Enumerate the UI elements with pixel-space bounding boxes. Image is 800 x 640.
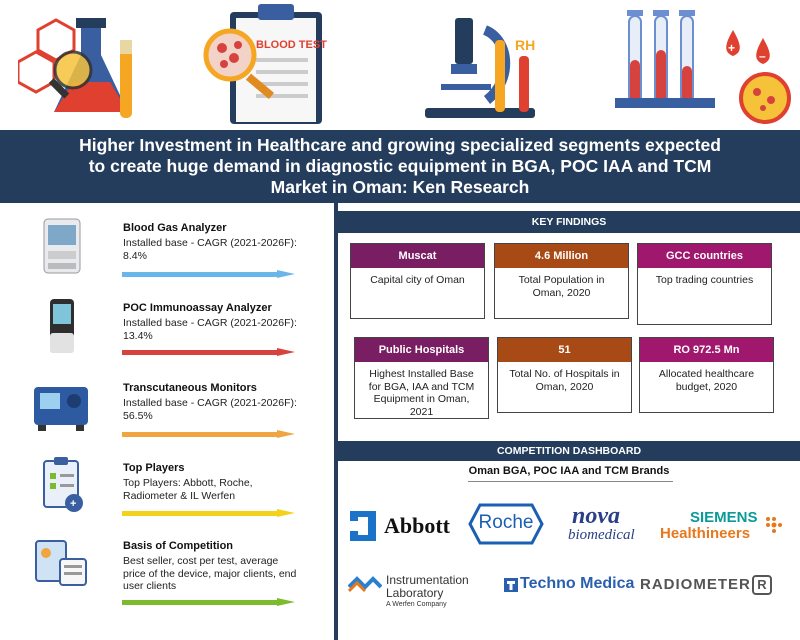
finding-card-body: Total No. of Hospitals in Oman, 2020 [509,368,620,393]
lab-flask-illustration-icon [18,0,148,128]
nova-subtext: biomedical [568,527,635,543]
segment-desc: Best seller, cost per test, average price of the device, major clients, end user clients [123,555,297,592]
segment-desc: Installed base - CAGR (2021-2026F): 13.4% [123,317,297,342]
findings-panel [338,203,800,640]
finding-card [637,243,772,325]
finding-card [497,337,632,413]
finding-card-head: RO 972.5 Mn [640,338,773,362]
segment-basis-of-competition [0,533,334,633]
il-wordmark-line1: Instrumentation [386,573,469,587]
svg-text:+: + [70,498,77,510]
finding-card-head: Public Hospitals [355,338,488,362]
roche-wordmark: Roche [478,512,534,533]
finding-card [350,243,485,319]
finding-card [494,243,629,319]
abbott-mark-icon [348,509,378,543]
segment-top-players [0,455,334,535]
segment-arrow [277,270,295,278]
techno-medica-mark-icon [504,578,518,592]
techno-medica-wordmark: Techno Medica [520,575,635,592]
il-wordmark-line2: Laboratory [386,586,444,600]
finding-card-body: Total Population in Oman, 2020 [518,274,605,299]
healthineers-wordmark: Healthineers [660,525,751,542]
segment-desc: Top Players: Abbott, Roche, Radiometer & IL Werfen [123,477,253,502]
segments-panel [0,203,336,640]
segment-bar [122,350,277,355]
key-findings-heading: KEY FINDINGS [338,211,800,233]
test-tubes-rack-icon [615,0,800,128]
segment-bar [122,432,277,437]
transcutaneous-monitor-icon [30,375,92,437]
segment-desc: Installed base - CAGR (2021-2026F): 8.4% [123,237,297,262]
segment-arrow [277,509,295,517]
segment-title: Basis of Competition [123,540,234,552]
segment-arrow [277,430,295,438]
finding-card-body: Allocated healthcare budget, 2020 [658,368,755,393]
segment-bar [122,272,277,277]
blood-gas-analyzer-icon [30,215,92,277]
segment-title: POC Immunoassay Analyzer [123,302,272,314]
headline-line-3: Market in Oman: Ken Research [270,177,530,197]
segment-desc: Installed base - CAGR (2021-2026F): 56.5% [123,397,297,422]
nova-wordmark: nova [572,503,620,529]
segment-bar [122,600,277,605]
siemens-wordmark: SIEMENS [690,509,758,526]
segment-title: Top Players [123,462,185,474]
radiometer-r-mark: R [752,575,772,595]
il-wave-icon [348,575,382,593]
il-werfen-tagline: A Werfen Company [386,601,447,608]
svg-text:–: – [759,49,766,63]
radiometer-wordmark: RADIOMETER [640,576,751,593]
brands-title-underline [468,481,673,482]
segment-poc-immunoassay [0,295,334,375]
finding-card-body: Top trading countries [655,274,754,286]
competition-basis-icon [30,533,92,595]
segment-arrow [277,348,295,356]
segment-arrow [277,598,295,606]
headline-line-1: Higher Investment in Healthcare and growing specialized segments expected [79,135,721,155]
top-players-clipboard-icon [30,455,92,517]
headline-banner [0,130,800,203]
finding-card-head: 4.6 Million [495,244,628,268]
brands-title: Oman BGA, POC IAA and TCM Brands [468,465,670,477]
competition-dashboard-heading: COMPETITION DASHBOARD [338,441,800,461]
svg-text:RH: RH [515,37,536,53]
segment-blood-gas-analyzer [0,215,334,295]
microscope-icon [415,0,555,128]
immunoassay-analyzer-icon [30,295,92,357]
finding-card-head: 51 [498,338,631,362]
finding-card-head: Muscat [351,244,484,268]
abbott-wordmark: Abbott [384,513,451,538]
segment-transcutaneous-monitors [0,375,334,455]
segment-title: Transcutaneous Monitors [123,382,257,394]
segment-bar [122,511,277,516]
headline-line-2: to create huge demand in diagnostic equipment in BGA, POC IAA and TCM [88,156,712,176]
blood-test-clipboard-icon [200,0,340,128]
finding-card [639,337,774,413]
svg-text:BLOOD TEST: BLOOD TEST [256,39,327,51]
finding-card-body: Capital city of Oman [370,274,465,286]
finding-card-head: GCC countries [638,244,771,268]
finding-card-body: Highest Installed Base for BGA, IAA and TCM Equipment in Oman, 2021 [368,368,475,418]
finding-card [354,337,489,419]
key-findings-grid [338,233,800,441]
segment-title: Blood Gas Analyzer [123,222,227,234]
svg-text:+: + [728,41,736,55]
illustration-strip [0,0,800,130]
healthineers-dots-icon [764,515,784,535]
